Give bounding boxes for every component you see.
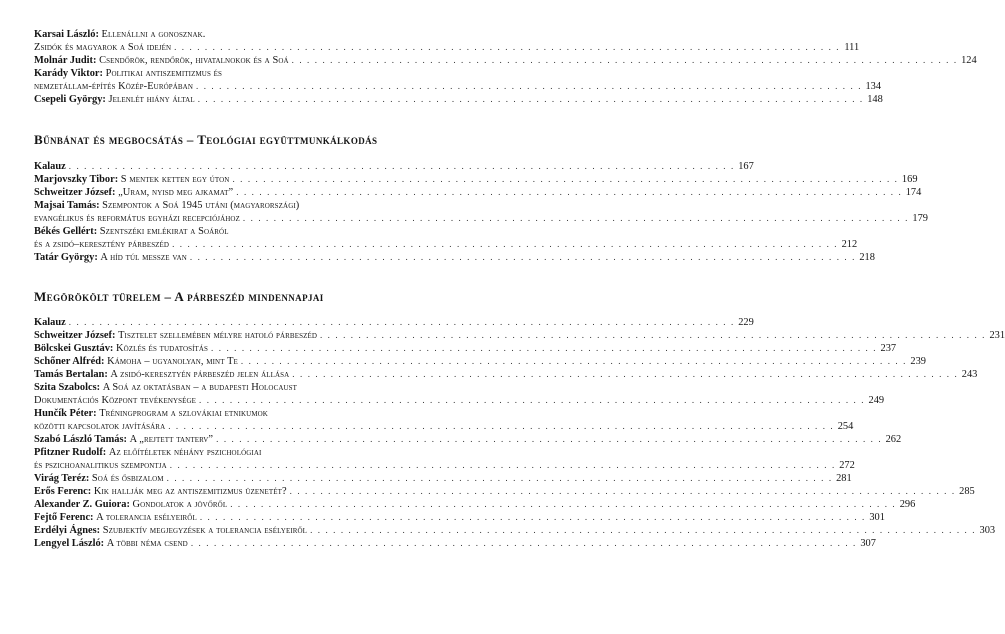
toc-entry-line bbox=[34, 28, 451, 41]
entry-title: és a zsidó–keresztény párbeszéd bbox=[34, 239, 170, 250]
dot-leader bbox=[230, 498, 896, 511]
dot-leader bbox=[211, 342, 877, 355]
entry-title: S mentek ketten egy úton bbox=[120, 174, 230, 185]
entry-page: 249 bbox=[868, 395, 885, 406]
toc-entry-line bbox=[34, 472, 852, 485]
dot-leader bbox=[167, 472, 833, 485]
entry-author: Kalauz bbox=[34, 161, 66, 172]
toc-entry-line bbox=[34, 173, 918, 186]
entry-author: Tamás Bertalan: bbox=[34, 369, 108, 380]
entry-author: Schweitzer József: bbox=[34, 330, 116, 341]
entry-author: Szabó László Tamás: bbox=[34, 434, 127, 445]
entry-page: 237 bbox=[880, 343, 897, 354]
entry-title: „Uram, nyisd meg ajkamat” bbox=[118, 187, 234, 198]
entry-author: Molnár Judit: bbox=[34, 55, 97, 66]
entry-author: Szita Szabolcs: bbox=[34, 382, 101, 393]
entry-title: nemzetállam-építés Közép-Európában bbox=[34, 81, 193, 92]
toc-entry-line bbox=[34, 342, 897, 355]
toc-entry-line bbox=[34, 186, 922, 199]
entry-title: A híd túl messze van bbox=[100, 252, 187, 263]
dot-leader bbox=[170, 459, 836, 472]
entry-author: Erdélyi Ágnes: bbox=[34, 525, 101, 536]
toc-entry-line bbox=[34, 316, 754, 329]
entry-author: Majsai Tamás: bbox=[34, 200, 100, 211]
entry-author: Schweitzer József: bbox=[34, 187, 116, 198]
entry-page: 167 bbox=[738, 161, 754, 172]
entry-title: Csendőrök, rendőrök, hivatalnokok és a Soá bbox=[99, 55, 289, 66]
toc-section-2 bbox=[34, 316, 1005, 550]
toc-entry-line bbox=[34, 511, 885, 524]
entry-author: Erős Ferenc: bbox=[34, 486, 92, 497]
dot-leader bbox=[198, 93, 864, 106]
dot-leader bbox=[69, 316, 735, 329]
entry-author: Lengyel László: bbox=[34, 538, 105, 549]
entry-author: Marjovszky Tibor: bbox=[34, 174, 119, 185]
toc-entry-line bbox=[34, 394, 885, 407]
entry-author: Karády Viktor: bbox=[34, 68, 103, 79]
entry-title: evangélikus és református egyházi recepciójához bbox=[34, 213, 240, 224]
toc-block-1 bbox=[34, 28, 977, 106]
entry-author: Fejtő Ferenc: bbox=[34, 512, 94, 523]
entry-title: és pszichoanalitikus szempontja bbox=[34, 460, 167, 471]
toc-entry-line bbox=[34, 498, 916, 511]
entry-title: közötti kapcsolatok javítására bbox=[34, 421, 166, 432]
toc-entry-line bbox=[34, 433, 902, 446]
entry-title: A Soá az oktatásban – a budapesti Holocaust bbox=[102, 382, 298, 393]
toc-entry-line bbox=[34, 212, 928, 225]
toc-entry-line bbox=[34, 485, 975, 498]
dot-leader bbox=[290, 485, 956, 498]
toc-entry-line bbox=[34, 225, 451, 238]
entry-page: 212 bbox=[841, 239, 858, 250]
entry-author: Virág Teréz: bbox=[34, 473, 90, 484]
toc-section-1 bbox=[34, 160, 928, 264]
entry-page: 254 bbox=[837, 421, 854, 432]
entry-author: Tatár György: bbox=[34, 252, 98, 263]
entry-title: Ellenállni a gonosznak. bbox=[101, 29, 206, 40]
toc-entry-line bbox=[34, 160, 754, 173]
entry-author: Pfitzner Rudolf: bbox=[34, 447, 107, 458]
dot-leader bbox=[232, 173, 898, 186]
dot-leader bbox=[243, 212, 909, 225]
entry-title: Szentszéki emlékirat a Soáról bbox=[99, 226, 229, 237]
toc-entry-line bbox=[34, 407, 451, 420]
entry-page: 111 bbox=[844, 42, 860, 53]
entry-author: Hunčík Péter: bbox=[34, 408, 97, 419]
entry-page: 243 bbox=[961, 369, 978, 380]
entry-author: Karsai László: bbox=[34, 29, 99, 40]
entry-title: Soá és ősbizalom bbox=[91, 473, 164, 484]
entry-title: Kik hallják meg az antiszemitizmus üzenetét? bbox=[93, 486, 287, 497]
section-heading: Megörökölt türelem – A párbeszéd mindennapjai bbox=[34, 289, 324, 304]
entry-author: Schőner Alfréd: bbox=[34, 356, 105, 367]
entry-page: 303 bbox=[979, 525, 996, 536]
entry-author: Kalauz bbox=[34, 317, 66, 328]
toc-entry-line bbox=[34, 368, 978, 381]
entry-title: A zsidó-keresztyén párbeszéd jelen állása bbox=[110, 369, 290, 380]
dot-leader bbox=[241, 355, 907, 368]
entry-title: Jelenlét hiány által bbox=[108, 94, 195, 105]
toc-entry-line bbox=[34, 420, 854, 433]
toc-entry-line bbox=[34, 524, 996, 537]
toc-entry-line bbox=[34, 381, 451, 394]
entry-page: 169 bbox=[901, 174, 918, 185]
entry-title: Szempontok a Soá 1945 utáni (magyarországi) bbox=[102, 200, 300, 211]
toc-entry-line bbox=[34, 459, 855, 472]
entry-title: Közlés és tudatosítás bbox=[115, 343, 209, 354]
dot-leader bbox=[200, 511, 866, 524]
entry-page: 285 bbox=[959, 486, 975, 497]
entry-page: 307 bbox=[860, 538, 876, 549]
toc-entry-line bbox=[34, 199, 451, 212]
entry-title: A többi néma csend bbox=[106, 538, 188, 549]
entry-page: 174 bbox=[905, 187, 922, 198]
entry-page: 231 bbox=[989, 330, 1005, 341]
toc-entry-line bbox=[34, 54, 977, 67]
entry-author: Alexander Z. Guiora: bbox=[34, 499, 130, 510]
entry-title: Zsidók és magyarok a Soá idején bbox=[34, 42, 172, 53]
toc-entry-line bbox=[34, 251, 875, 264]
toc-entry-line bbox=[34, 93, 883, 106]
dot-leader bbox=[236, 186, 902, 199]
entry-page: 218 bbox=[859, 252, 875, 263]
entry-author: Békés Gellért: bbox=[34, 226, 98, 237]
entry-page: 134 bbox=[865, 81, 882, 92]
entry-page: 301 bbox=[869, 512, 885, 523]
entry-title: Az előítéletek néhány pszichológiai bbox=[108, 447, 262, 458]
dot-leader bbox=[168, 420, 834, 433]
dot-leader bbox=[292, 368, 958, 381]
entry-title: Szubjektív megjegyzések a tolerancia esélyeiről bbox=[102, 525, 308, 536]
toc-entry-line bbox=[34, 41, 860, 54]
dot-leader bbox=[310, 524, 976, 537]
toc-entry-line bbox=[34, 329, 1005, 342]
dot-leader bbox=[191, 537, 857, 550]
entry-page: 296 bbox=[899, 499, 916, 510]
entry-title: Dokumentációs Központ tevékenysége bbox=[34, 395, 197, 406]
toc-entry-line bbox=[34, 67, 451, 80]
entry-title: Politikai antiszemitizmus és bbox=[105, 68, 223, 79]
entry-author: Csepeli György: bbox=[34, 94, 106, 105]
entry-page: 179 bbox=[912, 213, 928, 224]
entry-page: 239 bbox=[910, 356, 926, 367]
toc-entry-line bbox=[34, 355, 926, 368]
entry-page: 281 bbox=[836, 473, 852, 484]
dot-leader bbox=[190, 251, 856, 264]
toc-entry-line bbox=[34, 537, 876, 550]
entry-page: 124 bbox=[961, 55, 977, 66]
entry-page: 148 bbox=[867, 94, 883, 105]
toc-entry-line bbox=[34, 238, 858, 251]
section-heading: Bűnbánat és megbocsátás – Teológiai együttmunkálkodás bbox=[34, 132, 378, 147]
entry-title: Kámoha – ugyanolyan, mint Te bbox=[107, 356, 238, 367]
entry-title: Tisztelet szellemében mélyre hatoló párbeszéd bbox=[118, 330, 317, 341]
entry-title: Gondolatok a jövőről bbox=[132, 499, 228, 510]
toc-entry-line bbox=[34, 80, 882, 93]
dot-leader bbox=[69, 160, 735, 173]
toc-entry-line bbox=[34, 446, 451, 459]
entry-title: A tolerancia esélyeiről bbox=[96, 512, 197, 523]
dot-leader bbox=[292, 54, 958, 67]
entry-page: 272 bbox=[839, 460, 855, 471]
entry-page: 229 bbox=[738, 317, 754, 328]
dot-leader bbox=[216, 433, 882, 446]
entry-author: Bölcskei Gusztáv: bbox=[34, 343, 114, 354]
dot-leader bbox=[320, 329, 986, 342]
entry-title: A „rejtett tanterv” bbox=[129, 434, 214, 445]
dot-leader bbox=[172, 238, 838, 251]
entry-title: Tréningprogram a szlovákiai etnikumok bbox=[99, 408, 268, 419]
entry-page: 262 bbox=[885, 434, 902, 445]
dot-leader bbox=[199, 394, 865, 407]
dot-leader bbox=[196, 80, 862, 93]
dot-leader bbox=[174, 41, 840, 54]
